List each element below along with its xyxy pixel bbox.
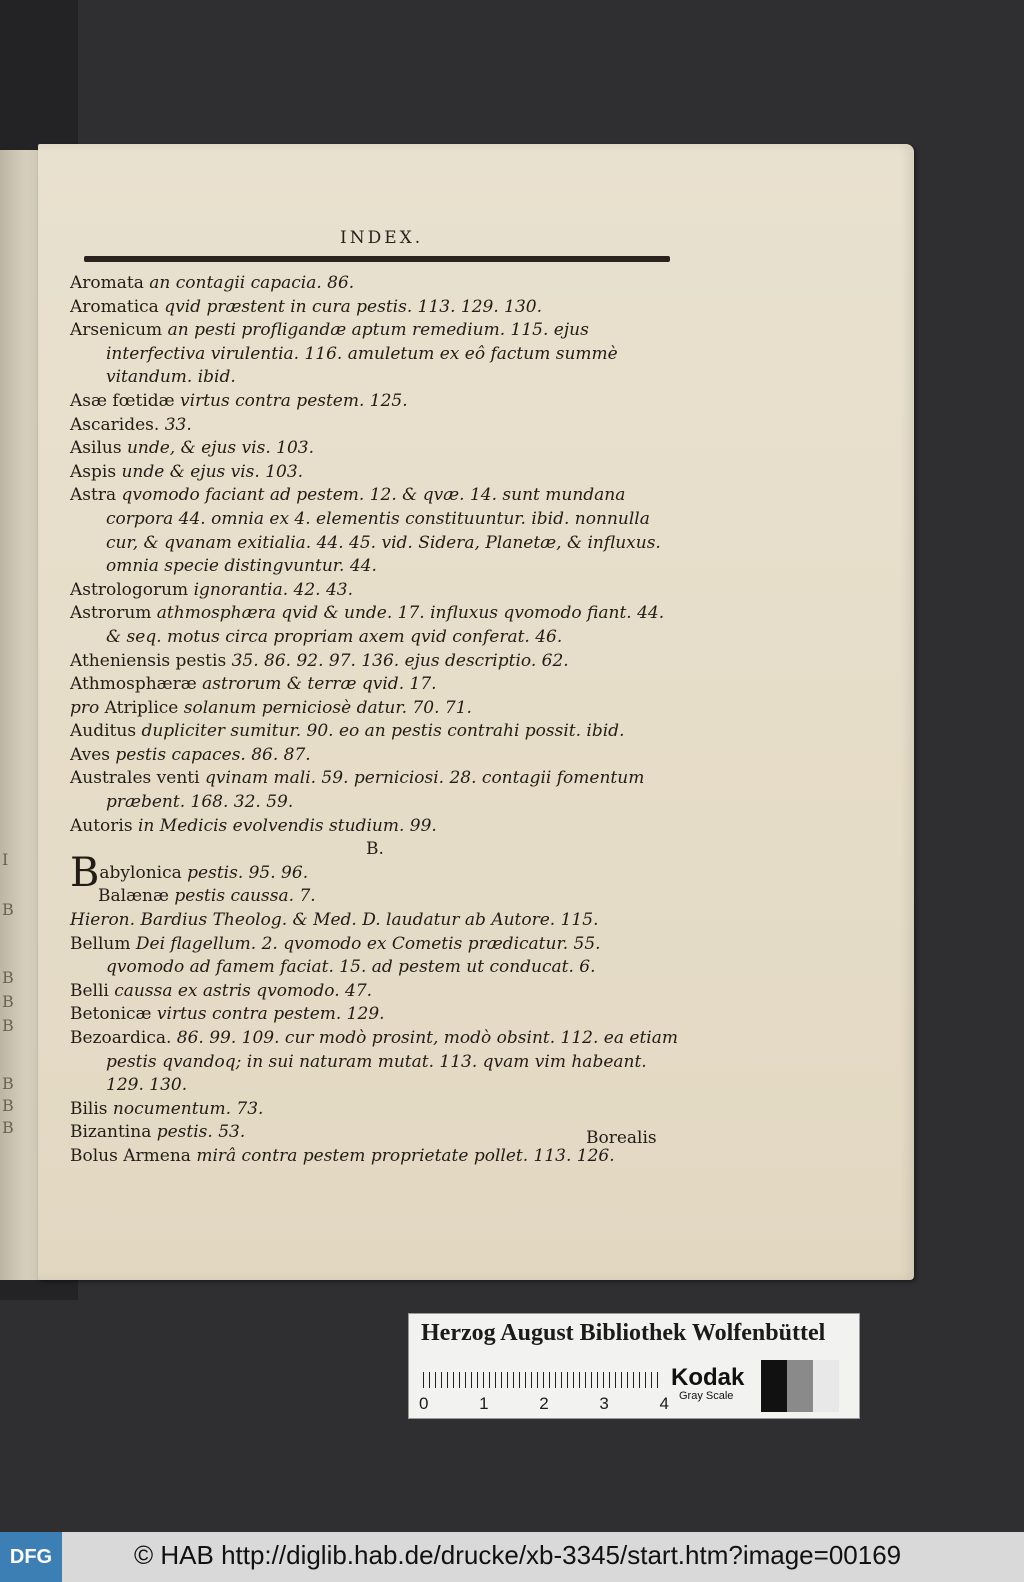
index-entry: Aves pestis capaces. 86. 87. [70,744,311,765]
ruler-numbers [419,1394,669,1414]
index-entry: Bilis nocumentum. 73. [70,1098,264,1119]
ruler-number: 3 [599,1394,609,1413]
index-entry: Autoris in Medicis evolvendis studium. 99. [70,815,437,836]
ruler-number: 4 [659,1394,669,1413]
index-entry: pro Atriplice solanum perniciosè datur. 70. 71. [70,697,472,718]
page-header: INDEX. [340,228,424,248]
index-entry: Asæ fœtidæ virtus contra pestem. 125. [70,390,408,411]
index-entry: Bizantina pestis. 53. [70,1122,246,1143]
gray-scale-label: Gray Scale [679,1390,734,1402]
index-entry: Ascarides. 33. [70,414,192,435]
index-entry: Asilus unde, & ejus vis. 103. [70,438,314,459]
index-entry: Aspis unde & ejus vis. 103. [70,461,304,482]
ruler-number: 0 [419,1394,429,1413]
edge-letter: B [2,968,14,987]
index-entry: Hieron. Bardius Theolog. & Med. D. laudatur ab Autore. 115. [70,910,599,931]
index-entry: Arsenicum an pesti profligandæ aptum remedium. 115. ejus interfectiva virulentia. 116. amuletum ex eô factum summè vitandum. ibid. [70,320,618,388]
index-entry: Aromata an contagii capacia. 86. [70,273,355,293]
dfg-logo: DFG [0,1532,62,1582]
index-entry: Astra qvomodo faciant ad pestem. 12. & qvæ. 14. sunt mundana corpora 44. omnia ex 4. elementis constituuntur. ibid. nonnulla cur, & qvanam exitialia. 44. 45. vid. Sidera, Planetæ, & influxus. omnia specie distingvuntur. 44. [70,485,661,577]
edge-letter: B [2,1074,14,1093]
index-entry: Belli caussa ex astris qvomodo. 47. [70,980,373,1001]
header-rule [84,256,670,262]
kodak-logo: Kodak [671,1364,745,1391]
drop-cap: B [70,849,100,896]
ruler-number: 1 [479,1394,489,1413]
index-entry: Aromatica qvid præstent in cura pestis. 113. 129. 130. [70,296,542,317]
scale-ruler [423,1372,659,1388]
index-entry: Babylonica pestis. 95. 96. [70,849,309,896]
edge-letter: I [2,850,9,869]
index-entries [70,272,680,1169]
index-entry: Balænæ pestis caussa. 7. [98,886,316,907]
index-entry: Auditus dupliciter sumitur. 90. eo an pestis contrahi possit. ibid. [70,721,625,742]
index-entry: Betonicæ virtus contra pestem. 129. [70,1004,385,1025]
edge-letter: B [2,992,14,1011]
index-entry: Astrologorum ignorantia. 42. 43. [70,579,353,600]
edge-letter: B [2,900,14,919]
edge-letter: B [2,1016,14,1035]
gray-swatch-black [761,1360,787,1412]
index-entry: Bellum Dei flagellum. 2. qvomodo ex Cometis prædicatur. 55. qvomodo ad famem faciat. 15. ad pestem ut conducat. 6. [70,933,601,978]
index-entry: Atheniensis pestis 35. 86. 92. 97. 136. ejus descriptio. 62. [70,650,569,671]
section-letter: B. [366,839,384,860]
previous-leaf [0,150,42,1280]
color-reference-card [408,1313,860,1419]
copyright-link[interactable]: © HAB http://diglib.hab.de/drucke/xb-3345/start.htm?image=00169 [134,1540,902,1570]
index-entry: Bezoardica. 86. 99. 109. cur modò prosint, modò obsint. 112. ea etiam pestis qvandoq; in sui naturam mutat. 113. qvam vim habeant. 129. 130. [70,1028,678,1096]
index-entry: Australes venti qvinam mali. 59. perniciosi. 28. contagii fomentum præbent. 168. 32. 59. [70,768,645,813]
edge-letter: B [2,1096,14,1115]
gray-swatch-mid [787,1360,813,1412]
index-entry: Athmosphæræ astrorum & terræ qvid. 17. [70,674,437,695]
library-name: Herzog August Bibliothek Wolfenbüttel [421,1320,826,1346]
index-entry: Bolus Armena mirâ contra pestem proprietate pollet. 113. 126. [70,1145,615,1166]
edge-letter: B [2,1118,14,1137]
catchword: Borealis [586,1128,657,1148]
footer-bar [0,1532,1024,1582]
ruler-number: 2 [539,1394,549,1413]
gray-swatch-light [813,1360,839,1412]
index-entry: Astrorum athmosphæra qvid & unde. 17. influxus qvomodo fiant. 44. & seq. motus circa propriam axem qvid conferat. 46. [70,603,665,647]
